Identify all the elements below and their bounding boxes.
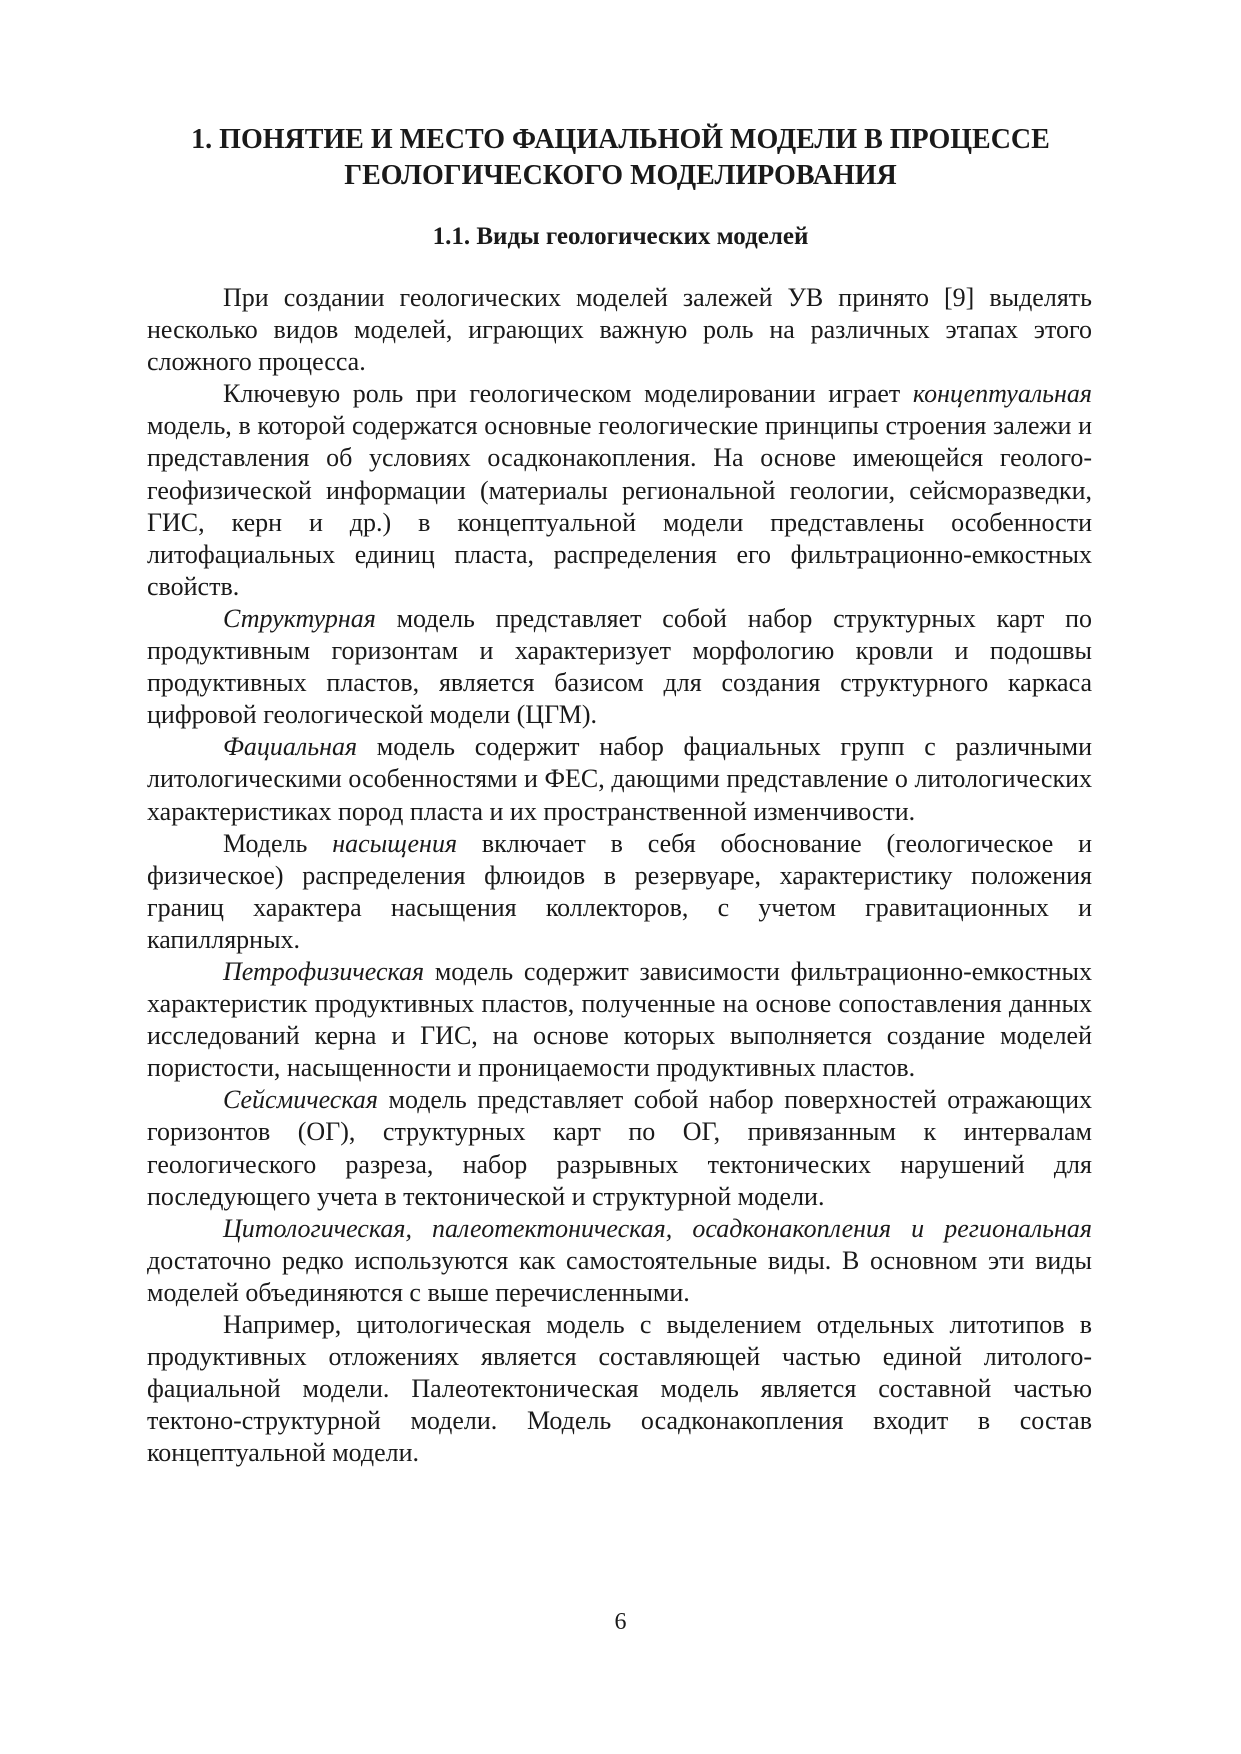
paragraph-8: Цитологическая, палеотектоническая, осадконакопления и региональная достаточно редко используются как самостоятельные виды. В основном эти виды моделей объединяются с выше перечисленными. <box>147 1213 1092 1307</box>
paragraph-3: Структурная модель представляет собой набор структурных карт по продуктивным горизонтам и характеризует морфологию кровли и подошвы продуктивных пластов, является базисом для создания структурного каркаса цифровой геологической модели (ЦГМ). <box>147 603 1092 730</box>
term-seismic: Сейсмическая <box>223 1085 378 1115</box>
paragraph-9: Например, цитологическая модель с выделением отдельных литотипов в продуктивных отложениях является составляющей частью единой литолого-фациальной модели. Палеотектоническая модель является составной частью тектоно-структурной модели. Модель осадконакопления входит в состав концептуальной модели. <box>147 1310 1092 1468</box>
term-facies: Фациальная <box>223 732 358 762</box>
chapter-title-line-1: 1. ПОНЯТИЕ И МЕСТО ФАЦИАЛЬНОЙ МОДЕЛИ В ПРОЦЕССЕ <box>191 124 1050 155</box>
page-number: 6 <box>614 1609 627 1635</box>
term-petrophysical: Петрофизическая <box>223 956 425 986</box>
paragraph-2: Ключевую роль при геологическом моделировании играет концептуальная модель, в которой содержатся основные геологические принципы строения залежи и представления об условиях осадконакопления. На основе имеющейся геолого-геофизической информации (материалы региональной геологии, сейсморазведки, ГИС, керн и др.) в концептуальной модели представлены особенности литофациальных единиц пласта, распределения его фильтрационно-емкостных свойств. <box>147 379 1092 601</box>
paragraph-5: Модель насыщения включает в себя обоснование (геологическое и физическое) распределения флюидов в резервуаре, характеристику положения границ характера насыщения коллекторов, с учетом гравитационных и капиллярных. <box>147 828 1092 954</box>
paragraph-6: Петрофизическая модель содержит зависимости фильтрационно-емкостных характеристик продуктивных пластов, полученные на основе сопоставления данных исследований керна и ГИС, на основе которых выполняется создание моделей пористости, насыщенности и проницаемости продуктивных пластов. <box>147 956 1092 1083</box>
paragraph-4: Фациальная модель содержит набор фациальных групп с различными литологическими особенностями и ФЕС, дающими представление о литологических характеристиках пород пласта и их пространственной изменчивости. <box>147 732 1092 826</box>
paragraph-1: При создании геологических моделей залежей УВ принято [9] выделять несколько видов моделей, играющих важную роль на различных этапах этого сложного процесса. <box>147 283 1092 377</box>
paragraph-7: Сейсмическая модель представляет собой набор поверхностей отражающих горизонтов (ОГ), структурных карт по ОГ, привязанным к интервалам геологического разреза, набор разрывных тектонических нарушений для последующего учета в тектонической и структурной модели. <box>147 1085 1092 1211</box>
term-conceptual: концептуальная <box>912 379 1092 409</box>
section-title: 1.1. Виды геологических моделей <box>432 223 809 250</box>
chapter-title-line-2: ГЕОЛОГИЧЕСКОГО МОДЕЛИРОВАНИЯ <box>344 160 897 191</box>
term-other-models: Цитологическая, палеотектоническая, осадконакопления и региональная <box>223 1213 1092 1243</box>
term-saturation: насыщения <box>332 828 458 858</box>
body-text <box>147 282 1092 1469</box>
chapter-title <box>100 122 1141 194</box>
term-structural: Структурная <box>223 603 376 633</box>
